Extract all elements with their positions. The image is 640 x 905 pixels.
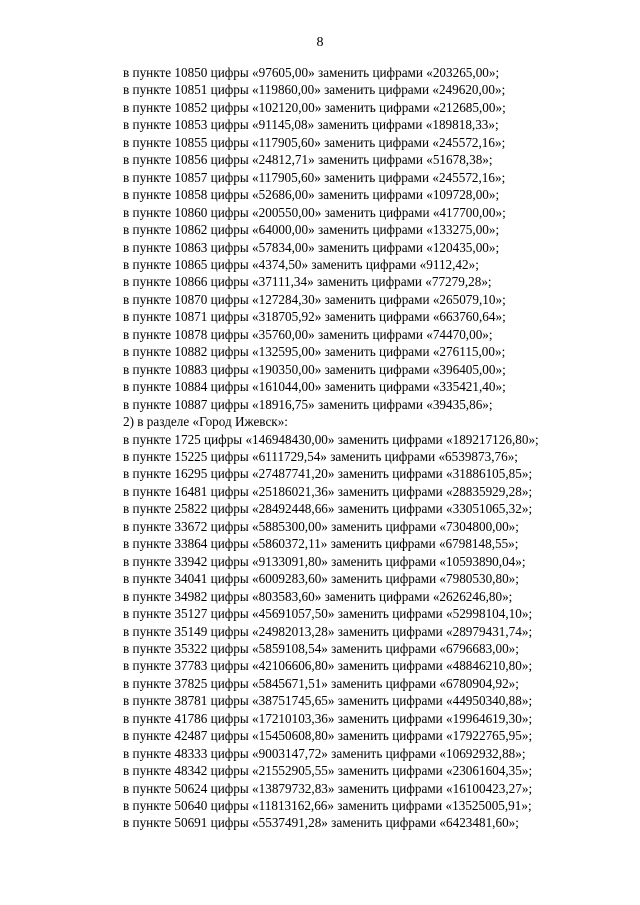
document-line: в пункте 10856 цифры «24812,71» заменить цифрами «51678,38»; [123, 152, 493, 168]
document-line: в пункте 25822 цифры «28492448,66» заменить цифрами «33051065,32»; [123, 501, 533, 517]
document-line: в пункте 10865 цифры «4374,50» заменить цифрами «9112,42»; [123, 256, 479, 272]
document-line: в пункте 10883 цифры «190350,00» заменить цифрами «396405,00»; [123, 361, 506, 377]
document-line: в пункте 10884 цифры «161044,00» заменить цифрами «335421,40»; [123, 379, 506, 395]
document-line: в пункте 10862 цифры «64000,00» заменить цифрами «133275,00»; [123, 222, 500, 238]
document-line: в пункте 35149 цифры «24982013,28» заменить цифрами «28979431,74»; [123, 623, 533, 639]
document-line: в пункте 10858 цифры «52686,00» заменить цифрами «109728,00»; [123, 187, 500, 203]
document-line: в пункте 42487 цифры «15450608,80» заменить цифрами «17922765,95»; [123, 728, 533, 744]
document-line: в пункте 41786 цифры «17210103,36» заменить цифрами «19964619,30»; [123, 710, 533, 726]
document-line: в пункте 16481 цифры «25186021,36» заменить цифрами «28835929,28»; [123, 483, 533, 499]
document-line: в пункте 37825 цифры «5845671,51» заменить цифрами «6780904,92»; [123, 675, 519, 691]
document-line: в пункте 10860 цифры «200550,00» заменить цифрами «417700,00»; [123, 204, 506, 220]
document-line: в пункте 48342 цифры «21552905,55» заменить цифрами «23061604,35»; [123, 763, 533, 779]
document-line: в пункте 33672 цифры «5885300,00» заменить цифрами «7304800,00»; [123, 518, 519, 534]
document-line: в пункте 10853 цифры «91145,08» заменить цифрами «189818,33»; [123, 117, 499, 133]
document-line: в пункте 48333 цифры «9003147,72» заменить цифрами «10692932,88»; [123, 745, 526, 761]
document-line: в пункте 10887 цифры «18916,75» заменить цифрами «39435,86»; [123, 396, 493, 412]
document-line: в пункте 10857 цифры «117905,60» заменить цифрами «245572,16»; [123, 169, 506, 185]
document-line: в пункте 15225 цифры «6111729,54» заменить цифрами «6539873,76»; [123, 448, 518, 464]
document-line: в пункте 10870 цифры «127284,30» заменить цифрами «265079,10»; [123, 291, 506, 307]
document-line: в пункте 35322 цифры «5859108,54» заменить цифрами «6796683,00»; [123, 640, 519, 656]
page-number: 8 [316, 35, 324, 50]
document-line: в пункте 50624 цифры «13879732,83» заменить цифрами «16100423,27»; [123, 780, 533, 796]
document-body [123, 64, 623, 832]
document-line: в пункте 33864 цифры «5860372,11» заменить цифрами «6798148,55»; [123, 536, 519, 552]
document-line: в пункте 34982 цифры «803583,60» заменить цифрами «2626246,80»; [123, 588, 513, 604]
document-line: в пункте 35127 цифры «45691057,50» заменить цифрами «52998104,10»; [123, 606, 533, 622]
document-line: в пункте 10871 цифры «318705,92» заменить цифрами «663760,64»; [123, 309, 506, 325]
document-line: в пункте 50691 цифры «5537491,28» заменить цифрами «6423481,60»; [123, 815, 519, 831]
document-line: в пункте 34041 цифры «6009283,60» заменить цифрами «7980530,80»; [123, 571, 519, 587]
document-line: в пункте 10855 цифры «117905,60» заменить цифрами «245572,16»; [123, 134, 506, 150]
document-line: 2) в разделе «Город Ижевск»: [123, 414, 288, 430]
document-line: в пункте 16295 цифры «27487741,20» заменить цифрами «31886105,85»; [123, 466, 533, 482]
document-line: в пункте 37783 цифры «42106606,80» заменить цифрами «48846210,80»; [123, 658, 533, 674]
document-line: в пункте 1725 цифры «146948430,00» заменить цифрами «189217126,80»; [123, 431, 539, 447]
document-line: в пункте 33942 цифры «9133091,80» заменить цифрами «10593890,04»; [123, 553, 526, 569]
document-line: в пункте 10878 цифры «35760,00» заменить цифрами «74470,00»; [123, 326, 493, 342]
document-line: в пункте 10852 цифры «102120,00» заменить цифрами «212685,00»; [123, 99, 506, 115]
document-line: в пункте 50640 цифры «11813162,66» заменить цифрами «13525005,91»; [123, 798, 532, 814]
document-line: в пункте 10882 цифры «132595,00» заменить цифрами «276115,00»; [123, 344, 506, 360]
document-line: в пункте 38781 цифры «38751745,65» заменить цифрами «44950340,88»; [123, 693, 533, 709]
document-line: в пункте 10851 цифры «119860,00» заменить цифрами «249620,00»; [123, 82, 506, 98]
document-line: в пункте 10866 цифры «37111,34» заменить цифрами «77279,28»; [123, 274, 492, 290]
document-line: в пункте 10850 цифры «97605,00» заменить цифрами «203265,00»; [123, 65, 500, 80]
document-line: в пункте 10863 цифры «57834,00» заменить цифрами «120435,00»; [123, 239, 500, 255]
